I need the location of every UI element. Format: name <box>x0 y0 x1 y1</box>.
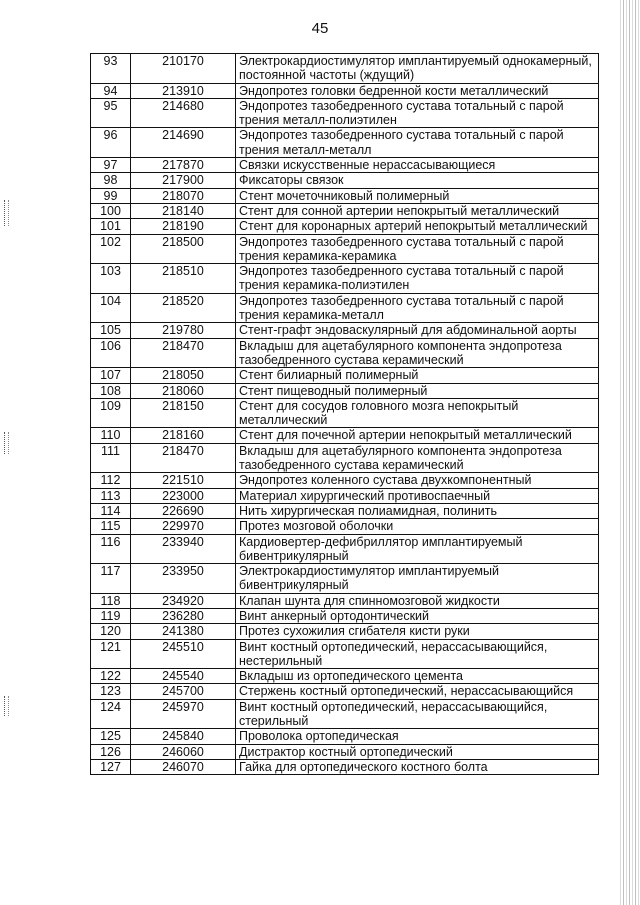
row-number-cell: 111 <box>91 443 131 473</box>
row-code-cell: 241380 <box>131 624 236 639</box>
row-code-cell: 219780 <box>131 323 236 338</box>
row-code-cell: 218070 <box>131 188 236 203</box>
page-number: 45 <box>311 20 329 37</box>
row-number-cell: 112 <box>91 473 131 488</box>
row-name-cell: Дистрактор костный ортопедический <box>236 744 599 759</box>
row-code-cell: 246060 <box>131 744 236 759</box>
table-row <box>91 593 599 608</box>
row-number-cell: 122 <box>91 669 131 684</box>
row-number-cell: 105 <box>91 323 131 338</box>
table-row <box>91 564 599 594</box>
scan-margin-mark <box>4 200 9 226</box>
row-number-cell: 108 <box>91 383 131 398</box>
table-row <box>91 639 599 669</box>
table-row <box>91 699 599 729</box>
table-row <box>91 98 599 128</box>
row-number-cell: 102 <box>91 234 131 264</box>
table-row <box>91 219 599 234</box>
table-row <box>91 669 599 684</box>
row-number-cell: 103 <box>91 264 131 294</box>
scan-margin-mark <box>4 432 9 454</box>
row-number-cell: 100 <box>91 203 131 218</box>
table-row <box>91 488 599 503</box>
table-row <box>91 368 599 383</box>
row-number-cell: 113 <box>91 488 131 503</box>
row-code-cell: 218160 <box>131 428 236 443</box>
row-name-cell: Эндопротез тазобедренного сустава тотальный с парой трения керамика-керамика <box>236 234 599 264</box>
row-number-cell: 95 <box>91 98 131 128</box>
row-name-cell: Проволока ортопедическая <box>236 729 599 744</box>
row-code-cell: 234920 <box>131 593 236 608</box>
row-name-cell: Эндопротез тазобедренного сустава тотальный с парой трения металл-полиэтилен <box>236 98 599 128</box>
row-number-cell: 99 <box>91 188 131 203</box>
row-code-cell: 218050 <box>131 368 236 383</box>
row-name-cell: Вкладыш для ацетабулярного компонента эндопротеза тазобедренного сустава керамический <box>236 443 599 473</box>
row-number-cell: 119 <box>91 608 131 623</box>
row-name-cell: Стержень костный ортопедический, нерассасывающийся <box>236 684 599 699</box>
row-number-cell: 107 <box>91 368 131 383</box>
row-code-cell: 245510 <box>131 639 236 669</box>
row-number-cell: 118 <box>91 593 131 608</box>
row-code-cell: 218190 <box>131 219 236 234</box>
table-row <box>91 338 599 368</box>
row-code-cell: 246070 <box>131 759 236 774</box>
row-number-cell: 126 <box>91 744 131 759</box>
table-row <box>91 264 599 294</box>
device-table <box>90 53 599 775</box>
row-number-cell: 106 <box>91 338 131 368</box>
row-code-cell: 233950 <box>131 564 236 594</box>
row-name-cell: Вкладыш из ортопедического цемента <box>236 669 599 684</box>
row-code-cell: 217870 <box>131 158 236 173</box>
row-name-cell: Вкладыш для ацетабулярного компонента эндопротеза тазобедренного сустава керамический <box>236 338 599 368</box>
table-row <box>91 503 599 518</box>
row-code-cell: 218150 <box>131 398 236 428</box>
row-code-cell: 218520 <box>131 293 236 323</box>
row-name-cell: Эндопротез тазобедренного сустава тотальный с парой трения металл-металл <box>236 128 599 158</box>
table-row <box>91 383 599 398</box>
row-code-cell: 245700 <box>131 684 236 699</box>
row-name-cell: Электрокардиостимулятор имплантируемый бивентрикулярный <box>236 564 599 594</box>
row-number-cell: 120 <box>91 624 131 639</box>
row-number-cell: 104 <box>91 293 131 323</box>
row-name-cell: Винт анкерный ортодонтический <box>236 608 599 623</box>
row-name-cell: Кардиовертер-дефибриллятор имплантируемый бивентрикулярный <box>236 534 599 564</box>
row-code-cell: 214690 <box>131 128 236 158</box>
row-name-cell: Фиксаторы связок <box>236 173 599 188</box>
row-code-cell: 226690 <box>131 503 236 518</box>
table-row <box>91 684 599 699</box>
row-name-cell: Стент для сосудов головного мозга непокрытый металлический <box>236 398 599 428</box>
row-name-cell: Стент пищеводный полимерный <box>236 383 599 398</box>
scan-margin-mark <box>4 696 9 716</box>
row-name-cell: Стент для почечной артерии непокрытый металлический <box>236 428 599 443</box>
row-code-cell: 218470 <box>131 338 236 368</box>
row-number-cell: 115 <box>91 519 131 534</box>
table-row <box>91 624 599 639</box>
table-row <box>91 323 599 338</box>
row-number-cell: 98 <box>91 173 131 188</box>
row-code-cell: 245540 <box>131 669 236 684</box>
table-row <box>91 173 599 188</box>
row-name-cell: Винт костный ортопедический, нерассасывающийся, нестерильный <box>236 639 599 669</box>
row-code-cell: 229970 <box>131 519 236 534</box>
row-number-cell: 109 <box>91 398 131 428</box>
row-code-cell: 233940 <box>131 534 236 564</box>
row-number-cell: 125 <box>91 729 131 744</box>
device-table-body <box>91 54 599 775</box>
table-row <box>91 83 599 98</box>
row-name-cell: Винт костный ортопедический, нерассасывающийся, стерильный <box>236 699 599 729</box>
scan-edge-artifact <box>618 0 640 905</box>
row-number-cell: 114 <box>91 503 131 518</box>
row-name-cell: Гайка для ортопедического костного болта <box>236 759 599 774</box>
row-number-cell: 116 <box>91 534 131 564</box>
table-row <box>91 608 599 623</box>
table-row <box>91 729 599 744</box>
row-code-cell: 218510 <box>131 264 236 294</box>
row-name-cell: Стент для сонной артерии непокрытый металлический <box>236 203 599 218</box>
row-code-cell: 245840 <box>131 729 236 744</box>
row-name-cell: Протез мозговой оболочки <box>236 519 599 534</box>
row-name-cell: Эндопротез головки бедренной кости металлический <box>236 83 599 98</box>
table-row <box>91 473 599 488</box>
row-name-cell: Материал хирургический противоспаечный <box>236 488 599 503</box>
table-row <box>91 398 599 428</box>
table-row <box>91 759 599 774</box>
table-row <box>91 428 599 443</box>
row-code-cell: 213910 <box>131 83 236 98</box>
table-row <box>91 534 599 564</box>
row-number-cell: 124 <box>91 699 131 729</box>
row-code-cell: 210170 <box>131 54 236 84</box>
table-row <box>91 203 599 218</box>
row-code-cell: 223000 <box>131 488 236 503</box>
row-name-cell: Протез сухожилия сгибателя кисти руки <box>236 624 599 639</box>
row-name-cell: Нить хирургическая полиамидная, полинить <box>236 503 599 518</box>
row-number-cell: 121 <box>91 639 131 669</box>
row-number-cell: 97 <box>91 158 131 173</box>
row-number-cell: 94 <box>91 83 131 98</box>
row-number-cell: 101 <box>91 219 131 234</box>
row-number-cell: 93 <box>91 54 131 84</box>
row-number-cell: 110 <box>91 428 131 443</box>
row-code-cell: 221510 <box>131 473 236 488</box>
row-number-cell: 123 <box>91 684 131 699</box>
row-code-cell: 236280 <box>131 608 236 623</box>
row-name-cell: Эндопротез тазобедренного сустава тотальный с парой трения керамика-полиэтилен <box>236 264 599 294</box>
row-name-cell: Связки искусственные нерассасывающиеся <box>236 158 599 173</box>
table-row <box>91 158 599 173</box>
row-code-cell: 217900 <box>131 173 236 188</box>
table-row <box>91 128 599 158</box>
row-code-cell: 214680 <box>131 98 236 128</box>
table-row <box>91 519 599 534</box>
row-code-cell: 218470 <box>131 443 236 473</box>
row-code-cell: 245970 <box>131 699 236 729</box>
row-name-cell: Стент-графт эндоваскулярный для абдоминальной аорты <box>236 323 599 338</box>
row-code-cell: 218140 <box>131 203 236 218</box>
row-name-cell: Клапан шунта для спинномозговой жидкости <box>236 593 599 608</box>
row-name-cell: Стент билиарный полимерный <box>236 368 599 383</box>
table-row <box>91 293 599 323</box>
table-row <box>91 54 599 84</box>
row-code-cell: 218500 <box>131 234 236 264</box>
row-number-cell: 96 <box>91 128 131 158</box>
row-name-cell: Стент для коронарных артерий непокрытый металлический <box>236 219 599 234</box>
table-row <box>91 443 599 473</box>
row-code-cell: 218060 <box>131 383 236 398</box>
row-name-cell: Стент мочеточниковый полимерный <box>236 188 599 203</box>
table-row <box>91 744 599 759</box>
row-name-cell: Эндопротез коленного сустава двухкомпонентный <box>236 473 599 488</box>
row-number-cell: 117 <box>91 564 131 594</box>
row-number-cell: 127 <box>91 759 131 774</box>
row-name-cell: Электрокардиостимулятор имплантируемый однокамерный, постоянной частоты (ждущий) <box>236 54 599 84</box>
table-row <box>91 234 599 264</box>
row-name-cell: Эндопротез тазобедренного сустава тотальный с парой трения керамика-металл <box>236 293 599 323</box>
table-row <box>91 188 599 203</box>
